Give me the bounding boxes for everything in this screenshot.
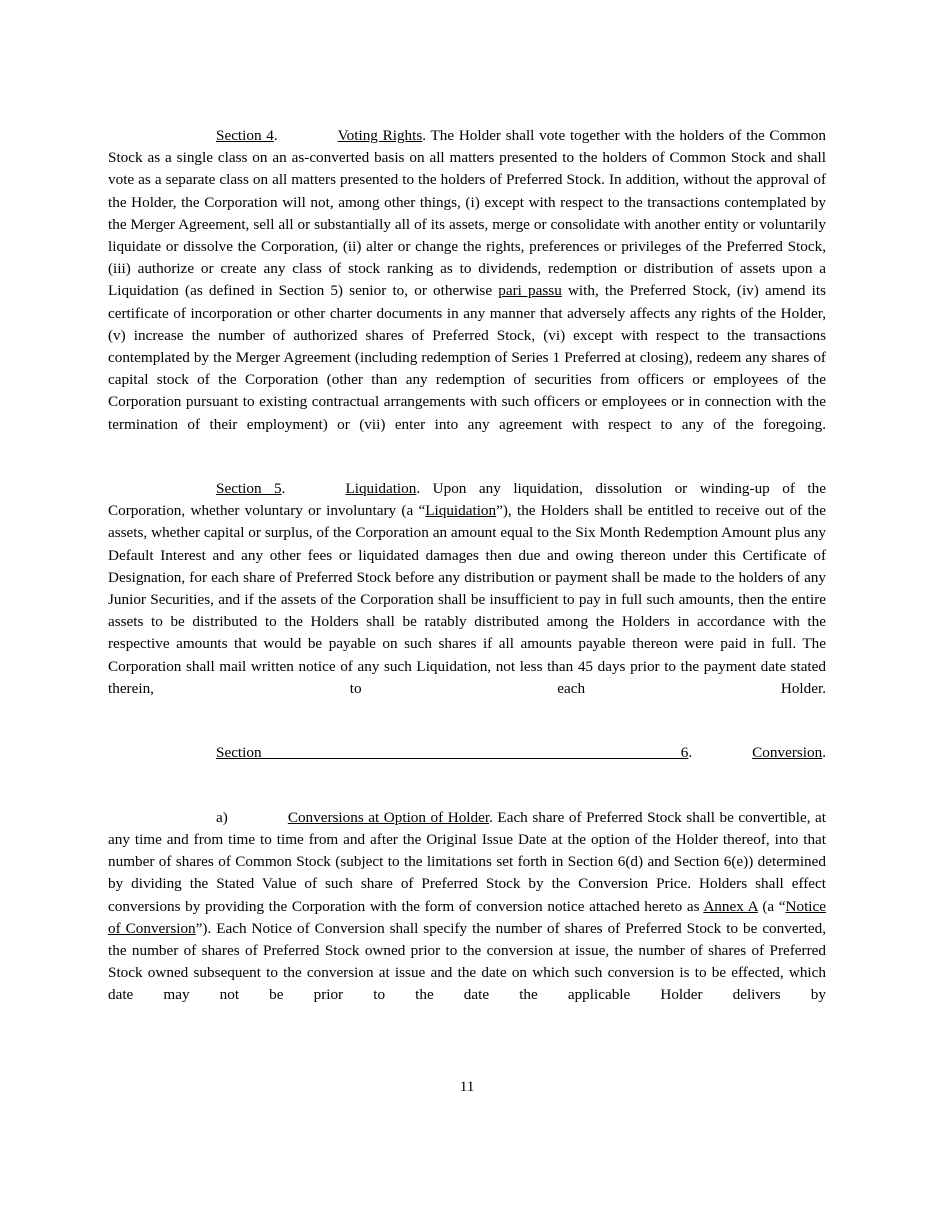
section-label-5: Section 5 bbox=[216, 480, 282, 498]
subsection-label-a: a) bbox=[216, 808, 228, 826]
section-heading-5-suffix: . bbox=[416, 480, 421, 498]
page-number: 11 bbox=[459, 1078, 475, 1095]
section-heading-6-suffix: . bbox=[822, 744, 826, 762]
subsection-heading-a: Conversions at Option of Holder bbox=[287, 808, 490, 826]
paragraph-section-6-a bbox=[108, 807, 826, 1029]
paragraph-section-6 bbox=[108, 742, 826, 786]
section-label-4: Section 4 bbox=[216, 127, 274, 144]
document-body bbox=[108, 125, 826, 1029]
subsection-a-text: Each share of Preferred Stock shall be convertible, at any time and from time to time from and after the Original Issue Date at the option of the Holder thereof, into that number of shares of Common Stock (subject to the limitations set forth in Section 6(d) and Section 6(e)) determined by dividing the Stated Value of such share of Preferred Stock by the Conversion Price. Holders shall effect conversions by providing the Corporation with the form of conversion notice attached hereto as Annex A (a “Notice of Conversion”). Each Notice of Conversion shall specify the number of shares of Preferred Stock to be converted, the number of shares of Preferred Stock owned prior to the conversion at issue, the number of shares of Preferred Stock owned subsequent to the conversion at issue and the date on which such conversion is to be effected, which date may not be prior to the date the applicable Holder delivers by bbox=[108, 808, 827, 1004]
section-5-text: Upon any liquidation, dissolution or winding-up of the Corporation, whether voluntary or involuntary (a “Liquidation”), the Holders shall be entitled to receive out of the assets, whether capital or surplus, of the Corporation an amount equal to the Six Month Redemption Amount plus any Default Interest and any other fees or liquidated damages then due and owing thereon under this Certificate of Designation, for each share of Preferred Stock before any distribution or payment shall be made to the holders of any Junior Securities, and if the assets of the Corporation shall be insufficient to pay in full such amounts, then the entire assets to be distributed to the Holders shall be ratably distributed among the Holders in accordance with the respective amounts that would be payable on such shares if all amounts payable thereon were paid in full. The Corporation shall mail written notice of any such Liquidation, not less than 45 days prior to the payment date stated therein, to each Holder. bbox=[108, 480, 827, 697]
section-label-6-suffix: . bbox=[688, 744, 693, 762]
section-heading-4: Voting Rights bbox=[337, 127, 423, 144]
section-heading-5: Liquidation bbox=[345, 480, 417, 498]
section-4-text: The Holder shall vote together with the holders of the Common Stock as a single class on an as-converted basis on all matters presented to the holders of Common Stock and shall vote as a separate class on all matters presented to the holders of Preferred Stock. In addition, without the approval of the Holder, the Corporation will not, among other things, (i) except with respect to the transactions contemplated by the Merger Agreement, sell all or substantially all of its assets, merge or consolidate with another entity or voluntarily liquidate or dissolve the Corporation, (ii) alter or change the rights, preferences or privileges of the Preferred Stock, (iii) authorize or create any class of stock ranking as to dividends, redemption or distribution of assets upon a Liquidation (as defined in Section 5) senior to, or otherwise pari passu with, the Preferred Stock, (iv) amend its certificate of incorporation or other charter documents in any manner that adversely affects any rights of the Holder, (v) increase the number of authorized shares of Preferred Stock, (vi) except with respect to the transactions contemplated by the Merger Agreement (including redemption of Series 1 Preferred at closing), redeem any shares of capital stock of the Corporation (other than any redemption of securities from officers or employees of the Corporation pursuant to existing contractual arrangements with such officers or employees or in connection with the termination of their employment) or (vii) enter into any agreement with respect to any of the foregoing. bbox=[108, 127, 826, 433]
section-label-5-suffix: . bbox=[281, 480, 286, 498]
section-heading-6: Conversion bbox=[752, 744, 823, 762]
section-heading-4-suffix: . bbox=[422, 127, 427, 144]
section-label-4-suffix: . bbox=[273, 127, 278, 144]
paragraph-section-4 bbox=[108, 125, 826, 458]
section-label-6: Section 6 bbox=[216, 744, 689, 762]
paragraph-section-5 bbox=[108, 478, 826, 722]
subsection-heading-a-suffix: . bbox=[489, 808, 493, 826]
